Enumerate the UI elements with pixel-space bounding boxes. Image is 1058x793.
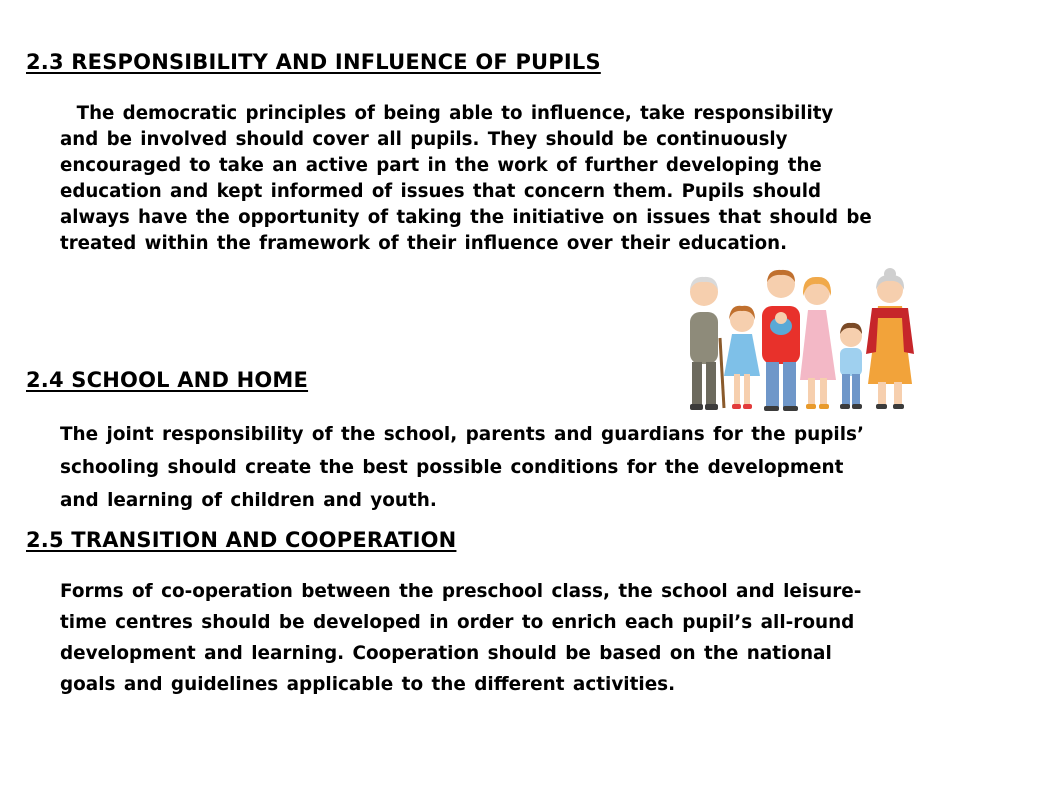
paragraph-line: treated within the framework of their influence over their education. (60, 233, 788, 254)
paragraph-line: development and learning. Cooperation should be based on the national (60, 643, 832, 664)
boy-figure (840, 323, 862, 409)
section-heading-transition: 2.5 TRANSITION AND COOPERATION (26, 528, 457, 552)
section-paragraph-transition (60, 576, 861, 700)
paragraph-line: The democratic principles of being able to influence, take responsibility (60, 103, 834, 124)
girl-figure (724, 306, 760, 409)
section-paragraph-school-home (60, 418, 864, 517)
paragraph-line: always have the opportunity of taking the initiative on issues that should be (60, 207, 872, 228)
paragraph-line: and be involved should cover all pupils. They should be continuously (60, 129, 788, 150)
family-illustration (676, 268, 922, 416)
paragraph-line: time centres should be developed in order to enrich each pupil’s all-round (60, 612, 855, 633)
section-heading-school-home: 2.4 SCHOOL AND HOME (26, 368, 309, 392)
father-figure (762, 270, 800, 411)
paragraph-line: The joint responsibility of the school, parents and guardians for the pupils’ (60, 424, 864, 445)
paragraph-line: education and kept informed of issues that concern them. Pupils should (60, 181, 821, 202)
paragraph-line: and learning of children and youth. (60, 490, 437, 511)
paragraph-line: encouraged to take an active part in the work of further developing the (60, 155, 822, 176)
paragraph-line: schooling should create the best possible conditions for the development (60, 457, 844, 478)
section-paragraph-responsibility (60, 101, 872, 257)
grandpa-figure (690, 277, 724, 410)
section-heading-responsibility: 2.3 RESPONSIBILITY AND INFLUENCE OF PUPILS (26, 50, 601, 74)
grandma-figure (866, 268, 914, 409)
paragraph-line: Forms of co-operation between the preschool class, the school and leisure- (60, 581, 862, 602)
paragraph-line: goals and guidelines applicable to the different activities. (60, 674, 676, 695)
mother-figure (800, 277, 836, 409)
